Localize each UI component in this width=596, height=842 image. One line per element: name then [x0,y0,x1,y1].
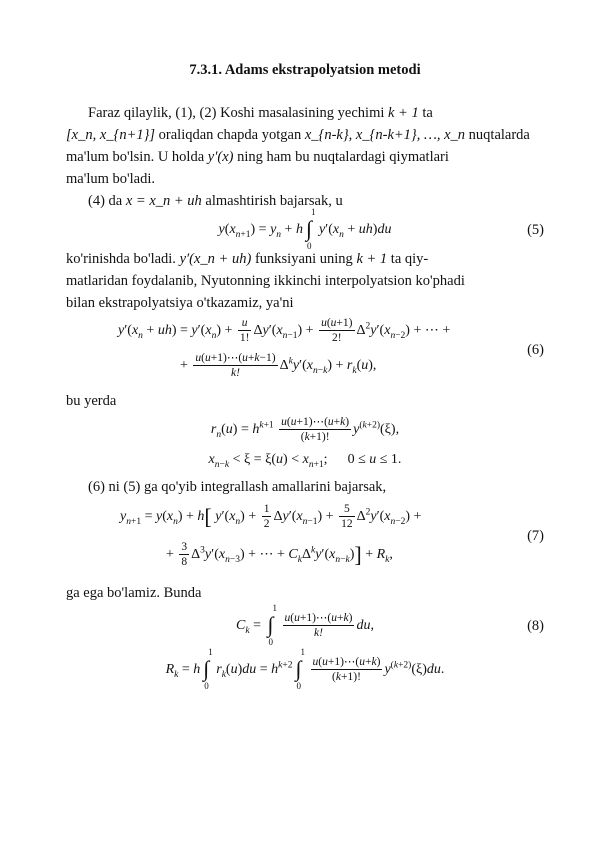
paragraph-5 [66,190,544,212]
p1-text-b: ta [418,105,433,121]
p6-text-c: ta qiy- [387,251,429,267]
p5-sub: x = x_n + uh [125,193,202,209]
eq8-number: (8) [527,618,544,634]
p1-k1: k + 1 [388,105,419,121]
rk-formula: $R_k = h$ 1 ∫ 0 $r_k(u)du = h^{k+2}$ 1 ∫ 0 $\frac{u(u+1)\cdots(u+k)}{(k+1)!}$ $y^{(k+2)}(\xi)du$. [165,646,445,691]
equation-5: $y(x_{n+1}) = y_n + h$ 1 ∫ 0 $y'(x_n + uh)du$ (5) [218,206,544,251]
interval: [x_n, x_{n+1}] [66,127,156,143]
p6-text-a: ko'rinishda bo'ladi. [66,251,180,267]
equation-6: $y'(x_n + uh) = y'(x_n)$ + $\frac{u}{1!}$ $\Delta y'(x_{n-1})$ + $\frac{u(u+1)}{2!}$ $\Delta^2y'(x_{n-2})$ + ⋯ + + $\frac{u(u+1)\cdots(u+k-1)}{k!}$ $\Delta^ky'(x_{n-k}) + r_k(u)$, (6) [118,317,544,380]
paragraph-3 [66,146,544,168]
paragraph-11: ga ega bo'lamiz. Bunda [66,585,202,601]
paragraph-7: matlaridan foydalanib, Nyutonning ikkinchi interpolyatsion ko'phadi [66,273,465,289]
eq6-number: (6) [527,342,544,358]
p3-y: y′(x) [207,149,234,165]
points: x_{n-k}, x_{n-k+1}, …, x_n [304,127,466,143]
paragraph-4: ma'lum bo'ladi. [66,171,155,187]
p2-text-b: nuqtalarda [465,127,530,143]
p5-text-a: (4) da [88,193,126,209]
p3-text-a: ma'lum bo'lsin. U holda [66,149,208,165]
paragraph-10: (6) ni (5) ga qo'yib integrallash amallarini bajarsak, [88,479,387,495]
paragraph-6 [66,248,544,270]
p2-text-a: oraliqdan chapda yotgan [155,127,305,143]
p1-text-a: Faraz qilaylik, (1), (2) Koshi masalasining yechimi [88,105,388,121]
p6-text-b: funksiyani uning [251,251,357,267]
paragraph-1 [66,102,544,124]
section-title: 7.3.1. Adams ekstrapolyatsion metodi [189,62,421,78]
p6-f: y′(x_n + uh) [179,251,252,267]
paragraph-8: bilan ekstrapolyatsiya o'tkazamiz, ya'ni [66,295,294,311]
eq5-number: (5) [527,222,544,238]
p3-text-b: ning ham bu nuqtalardagi qiymatlari [233,149,449,165]
p6-k1: k + 1 [356,251,388,267]
paragraph-2 [66,124,544,146]
remainder-formula: $r_n(u) = h^{k+1}$ $\frac{u(u+1)\cdots(u+k)}{(k+1)!}$ $y^{(k+2)}(\xi)$, [210,416,400,444]
equation-7: $y_{n+1} = y(x_n) + h$[ $y'(x_n)$ + $\frac{1}{2}$ $\Delta y'(x_{n-1})$ + $\frac{5}{12}$ $\Delta^2y'(x_{n-2})$ + + $\frac{3}{8}$ $\Delta^3y'(x_{n-3})$ + ⋯ + $C_k\Delta^ky'(x_{n-k})] + R_k$, (7) [120,503,544,569]
xi-condition: $x_{n-k} < \xi = \xi(u) < x_{n+1}$; 0 ≤ u ≤ 1. [208,452,402,470]
eq7-number: (7) [527,528,544,544]
equation-8: $C_k$ = 1 ∫ 0 $\frac{u(u+1)\cdots(u+k)}{k!}$ du, (8) [236,602,544,647]
paragraph-9: bu yerda [66,393,117,409]
p5-text-b: almashtirish bajarsak, u [201,193,343,209]
